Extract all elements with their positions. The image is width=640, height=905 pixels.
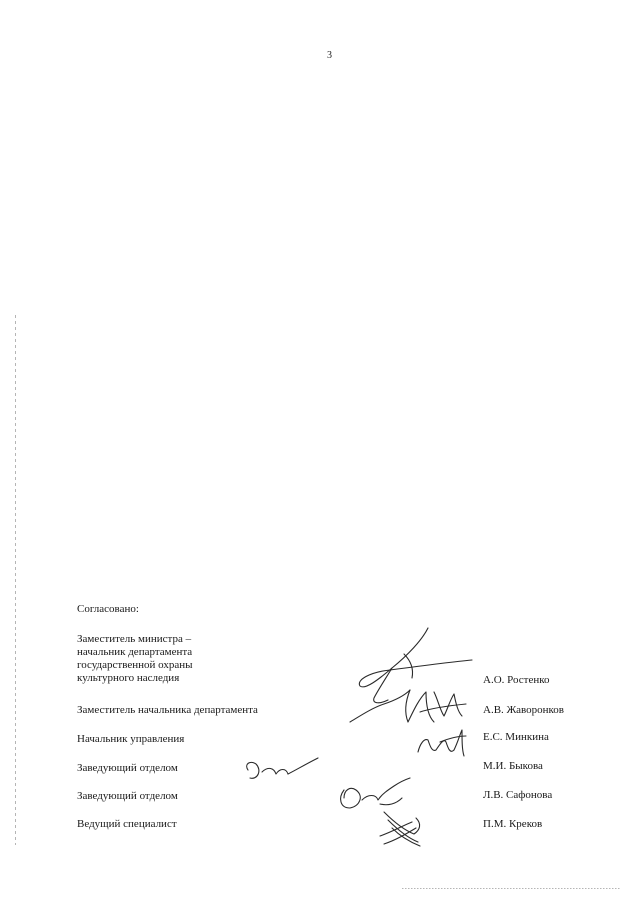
signature-zhavoronkov [350,690,466,722]
signature-safonova [341,778,410,808]
approval-row-name-5: Л.В. Сафонова [483,789,553,801]
approval-row-position-2: Заместитель начальника департамента [77,704,258,716]
page-number: 3 [327,50,332,61]
approval-row-position-5: Заведующий отделом [77,790,178,802]
position-line: начальник департамента [77,646,193,658]
approval-row-name-6: П.М. Креков [483,818,543,830]
left-margin-dotted-line [15,315,17,845]
approval-heading: Согласовано: [77,603,139,615]
approval-row-position-4: Заведующий отделом [77,762,178,774]
signature-rostenko [359,628,472,703]
signature-minkina [418,730,466,756]
bottom-dotted-line [402,888,620,889]
position-line: государственной охраны [77,659,193,671]
approval-row-position-1 [77,633,193,685]
approval-row-name-3: Е.С. Минкина [483,731,549,743]
approval-row-name-4: М.И. Быкова [483,760,543,772]
signature-krekov [380,812,420,846]
position-line: Заместитель министра – [77,633,192,645]
approval-row-name-1: А.О. Ростенко [483,674,550,686]
position-line: культурного наследия [77,672,180,684]
approval-row-name-2: А.В. Жаворонков [483,704,564,716]
approval-row-position-3: Начальник управления [77,733,185,745]
signature-bykova [247,758,318,778]
approval-row-position-6: Ведущий специалист [77,818,177,830]
